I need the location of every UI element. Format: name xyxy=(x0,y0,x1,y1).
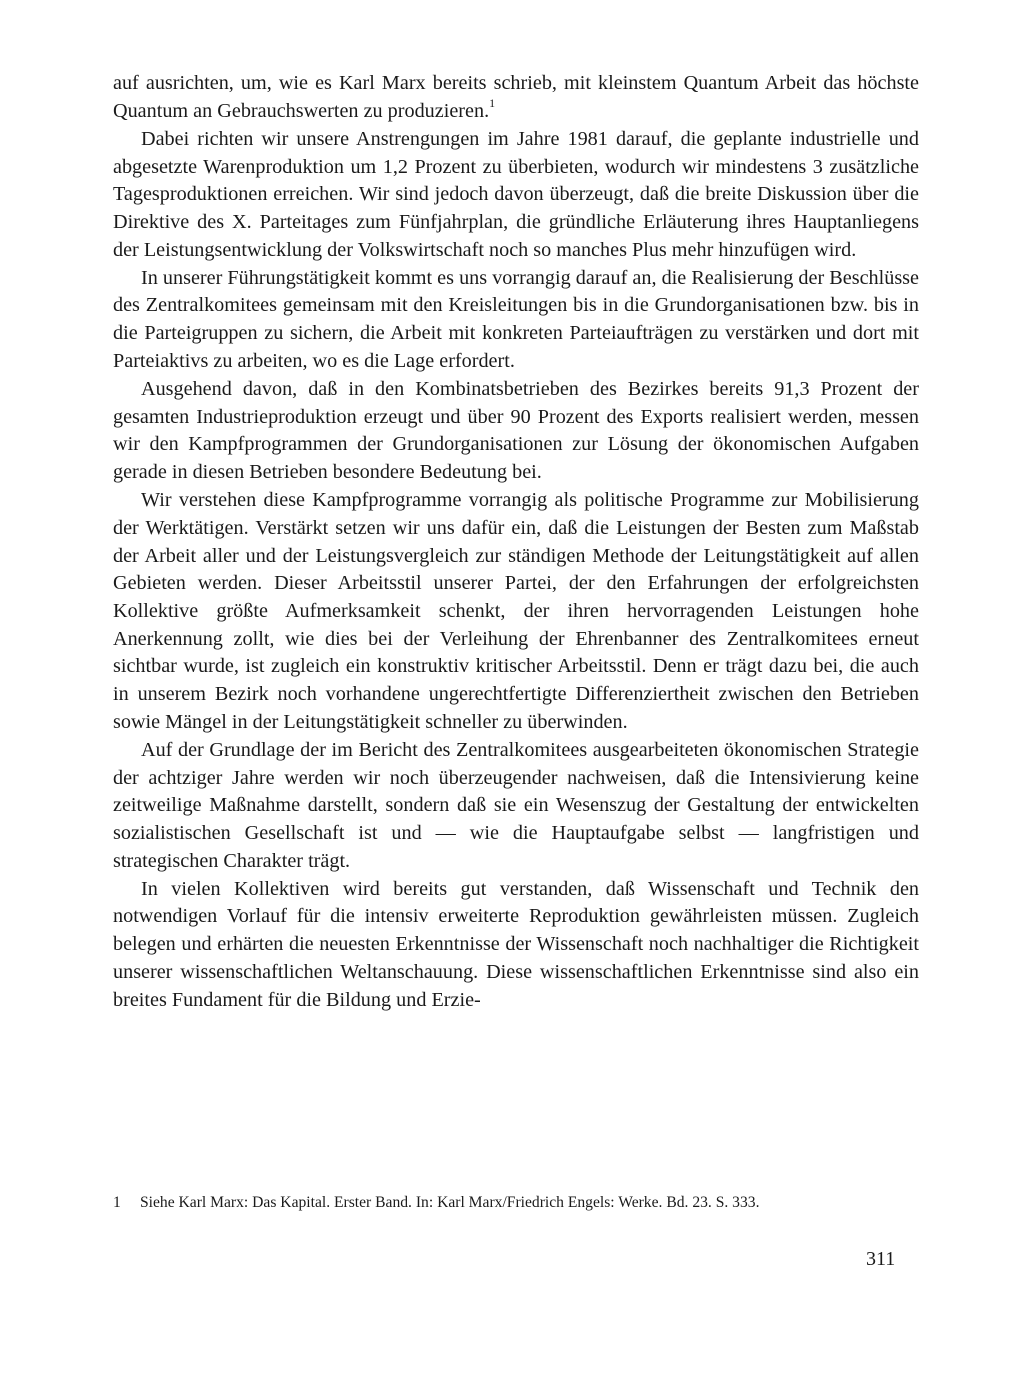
paragraph: Ausgehend davon, daß in den Kombinatsbetrieben des Bezirkes bereits 91,3 Prozent der gesamten Industrieproduktion erzeugt und über 90 Prozent des Exports realisiert werden, messen wir den Kampfprogrammen der Grundorganisationen zur Lösung der ökonomischen Aufgaben gerade in diesen Betrieben besondere Bedeutung bei. xyxy=(113,377,919,484)
page-number: 311 xyxy=(866,1248,896,1270)
paragraph: In unserer Führungstätigkeit kommt es uns vorrangig darauf an, die Realisierung der Beschlüsse des Zentralkomitees gemeinsam mit den Kreisleitungen bis in die Grundorganisationen bzw. bis in die Parteigruppen zu sichern, die Arbeit mit konkreten Parteiaufträgen zu verstärken und dort mit Parteiaktivs zu arbeiten, wo es die Lage erfordert. xyxy=(113,266,919,372)
footnote-text: Siehe Karl Marx: Das Kapital. Erster Band. In: Karl Marx/Friedrich Engels: Werke. Bd. 23. S. 333. xyxy=(140,1194,760,1211)
paragraph-text: auf ausrichten, um, wie es Karl Marx bereits schrieb, mit kleinstem Quantum Arbeit das höchste Quantum an Gebrauchswerten zu produzieren. xyxy=(113,72,919,122)
paragraph: Auf der Grundlage der im Bericht des Zentralkomitees ausgearbeiteten ökonomischen Strategie der achtziger Jahre werden wir noch überzeugender nachweisen, daß die Intensivierung keine zeitweilige Maßnahme darstellt, sondern daß sie ein Wesenszug der Gestaltung der entwickelten sozialistischen Gesellschaft ist und — wie die Hauptaufgabe selbst — langfristigen und strategischen Charakter trägt. xyxy=(113,738,919,872)
paragraph: In vielen Kollektiven wird bereits gut verstanden, daß Wissenschaft und Technik den notwendigen Vorlauf für die intensiv erweiterte Reproduktion gewährleisten müssen. Zugleich belegen und erhärten die neuesten Erkenntnisse der Wissenschaft noch nachhaltiger die Richtigkeit unserer wissenschaftlichen Weltanschauung. Diese wissenschaftlichen Erkenntnisse sind also ein breites Fundament für die Bildung und Erzie- xyxy=(113,877,919,1011)
paragraph-continuation xyxy=(113,70,919,125)
footnote-number: 1 xyxy=(113,1194,121,1211)
footnote xyxy=(113,1192,919,1214)
paragraph: Dabei richten wir unsere Anstrengungen im Jahre 1981 darauf, die geplante industrielle und abgesetzte Warenproduktion um 1,2 Prozent zu überbieten, wodurch wir mindestens 3 zusätzliche Tagesproduktionen erreichen. Wir sind jedoch davon überzeugt, daß die breite Diskussion über die Direktive des X. Parteitages zum Fünfjahrplan, die gründliche Erläuterung ihres Hauptanliegens der Leistungsentwicklung der Volkswirtschaft noch so manches Plus mehr hinzufügen wird. xyxy=(113,127,919,261)
footnote-reference: 1 xyxy=(489,95,496,110)
page-body xyxy=(113,70,919,1014)
paragraph: Wir verstehen diese Kampfprogramme vorrangig als politische Programme zur Mobilisierung der Werktätigen. Verstärkt setzen wir uns dafür ein, daß die Leistungen der Besten zum Maßstab der Arbeit aller und der Leistungsvergleich zur ständigen Methode der Leitungstätigkeit auf allen Gebieten werden. Dieser Arbeitsstil unserer Partei, der den Erfahrungen der erfolgreichsten Kollektive größte Aufmerksamkeit schenkt, der ihren hervorragenden Leistungen hohe Anerkennung zollt, wie dies bei der Verleihung der Ehrenbanner des Zentralkomitees erneut sichtbar wurde, ist zugleich ein konstruktiv kritischer Arbeitsstil. Denn er trägt dazu bei, die auch in unserem Bezirk noch vorhandene ungerechtfertigte Differenziertheit zwischen den Betrieben sowie Mängel in der Leitungstätigkeit schneller zu überwinden. xyxy=(113,489,919,733)
